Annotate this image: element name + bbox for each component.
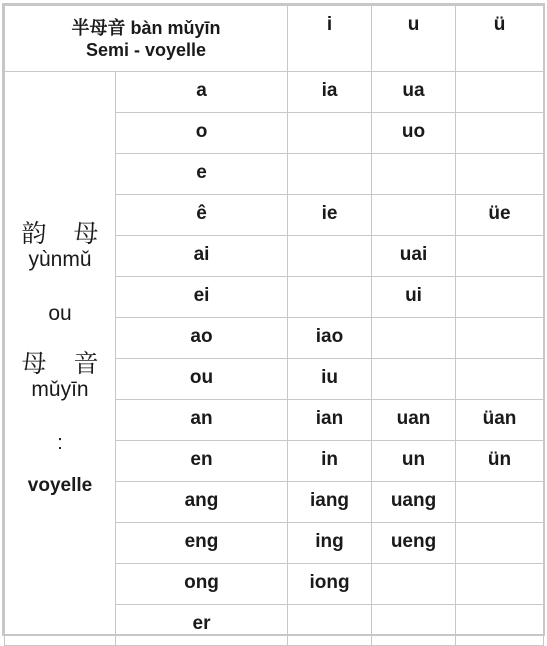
i-medial-cell bbox=[288, 154, 372, 195]
i-medial-cell: ing bbox=[288, 523, 372, 564]
column-header-yu: ü bbox=[456, 6, 544, 72]
final-cell: ong bbox=[116, 564, 288, 605]
final-cell: ang bbox=[116, 482, 288, 523]
u-medial-cell: uo bbox=[372, 113, 456, 154]
table-row bbox=[5, 72, 544, 113]
i-medial-cell: iang bbox=[288, 482, 372, 523]
column-header-u: u bbox=[372, 6, 456, 72]
yu-medial-cell bbox=[456, 72, 544, 113]
header-row bbox=[5, 6, 544, 72]
corner-header-cell bbox=[5, 6, 288, 72]
u-medial-cell: un bbox=[372, 441, 456, 482]
final-cell: a bbox=[116, 72, 288, 113]
yu-medial-cell bbox=[456, 564, 544, 605]
yu-medial-cell bbox=[456, 482, 544, 523]
i-medial-cell bbox=[288, 236, 372, 277]
side-label-yunmu-pinyin: yùnmǔ bbox=[28, 248, 92, 271]
corner-title-french: Semi - voyelle bbox=[85, 39, 207, 60]
final-cell: ou bbox=[116, 359, 288, 400]
u-medial-cell bbox=[372, 318, 456, 359]
i-medial-cell bbox=[288, 277, 372, 318]
u-medial-cell bbox=[372, 154, 456, 195]
yu-medial-cell bbox=[456, 154, 544, 195]
yu-medial-cell: ün bbox=[456, 441, 544, 482]
side-label-or: ou bbox=[48, 302, 72, 325]
i-medial-cell: ie bbox=[288, 195, 372, 236]
i-medial-cell: iao bbox=[288, 318, 372, 359]
final-cell: ai bbox=[116, 236, 288, 277]
u-medial-cell bbox=[372, 359, 456, 400]
final-cell: ao bbox=[116, 318, 288, 359]
u-medial-cell: uan bbox=[372, 400, 456, 441]
u-medial-cell: uai bbox=[372, 236, 456, 277]
i-medial-cell: ia bbox=[288, 72, 372, 113]
final-cell: ê bbox=[116, 195, 288, 236]
final-cell: er bbox=[116, 605, 288, 646]
final-cell: en bbox=[116, 441, 288, 482]
final-cell: e bbox=[116, 154, 288, 195]
i-medial-cell: iu bbox=[288, 359, 372, 400]
i-medial-cell: ian bbox=[288, 400, 372, 441]
side-label-yunmu-chinese: 韵 母 bbox=[21, 220, 109, 248]
u-medial-cell: uang bbox=[372, 482, 456, 523]
u-medial-cell bbox=[372, 605, 456, 646]
column-header-i: i bbox=[288, 6, 372, 72]
yu-medial-cell: üe bbox=[456, 195, 544, 236]
final-cell: o bbox=[116, 113, 288, 154]
pinyin-finals-table bbox=[4, 5, 544, 646]
side-label-colon: : bbox=[57, 432, 63, 454]
yu-medial-cell bbox=[456, 113, 544, 154]
i-medial-cell bbox=[288, 113, 372, 154]
corner-title-chinese: 半母音 bàn mǔyīn bbox=[71, 17, 221, 38]
finals-table-frame bbox=[2, 3, 545, 636]
side-label-muyin-pinyin: mǔyīn bbox=[31, 378, 89, 401]
side-label-cell bbox=[5, 72, 116, 646]
i-medial-cell: in bbox=[288, 441, 372, 482]
side-label-muyin-chinese: 母 音 bbox=[21, 350, 109, 378]
yu-medial-cell bbox=[456, 605, 544, 646]
u-medial-cell bbox=[372, 195, 456, 236]
final-cell: an bbox=[116, 400, 288, 441]
u-medial-cell: ua bbox=[372, 72, 456, 113]
yu-medial-cell: üan bbox=[456, 400, 544, 441]
yu-medial-cell bbox=[456, 318, 544, 359]
u-medial-cell: ueng bbox=[372, 523, 456, 564]
yu-medial-cell bbox=[456, 277, 544, 318]
yu-medial-cell bbox=[456, 236, 544, 277]
final-cell: eng bbox=[116, 523, 288, 564]
yu-medial-cell bbox=[456, 359, 544, 400]
i-medial-cell bbox=[288, 605, 372, 646]
u-medial-cell bbox=[372, 564, 456, 605]
yu-medial-cell bbox=[456, 523, 544, 564]
i-medial-cell: iong bbox=[288, 564, 372, 605]
side-label-voyelle: voyelle bbox=[27, 475, 93, 496]
final-cell: ei bbox=[116, 277, 288, 318]
u-medial-cell: ui bbox=[372, 277, 456, 318]
